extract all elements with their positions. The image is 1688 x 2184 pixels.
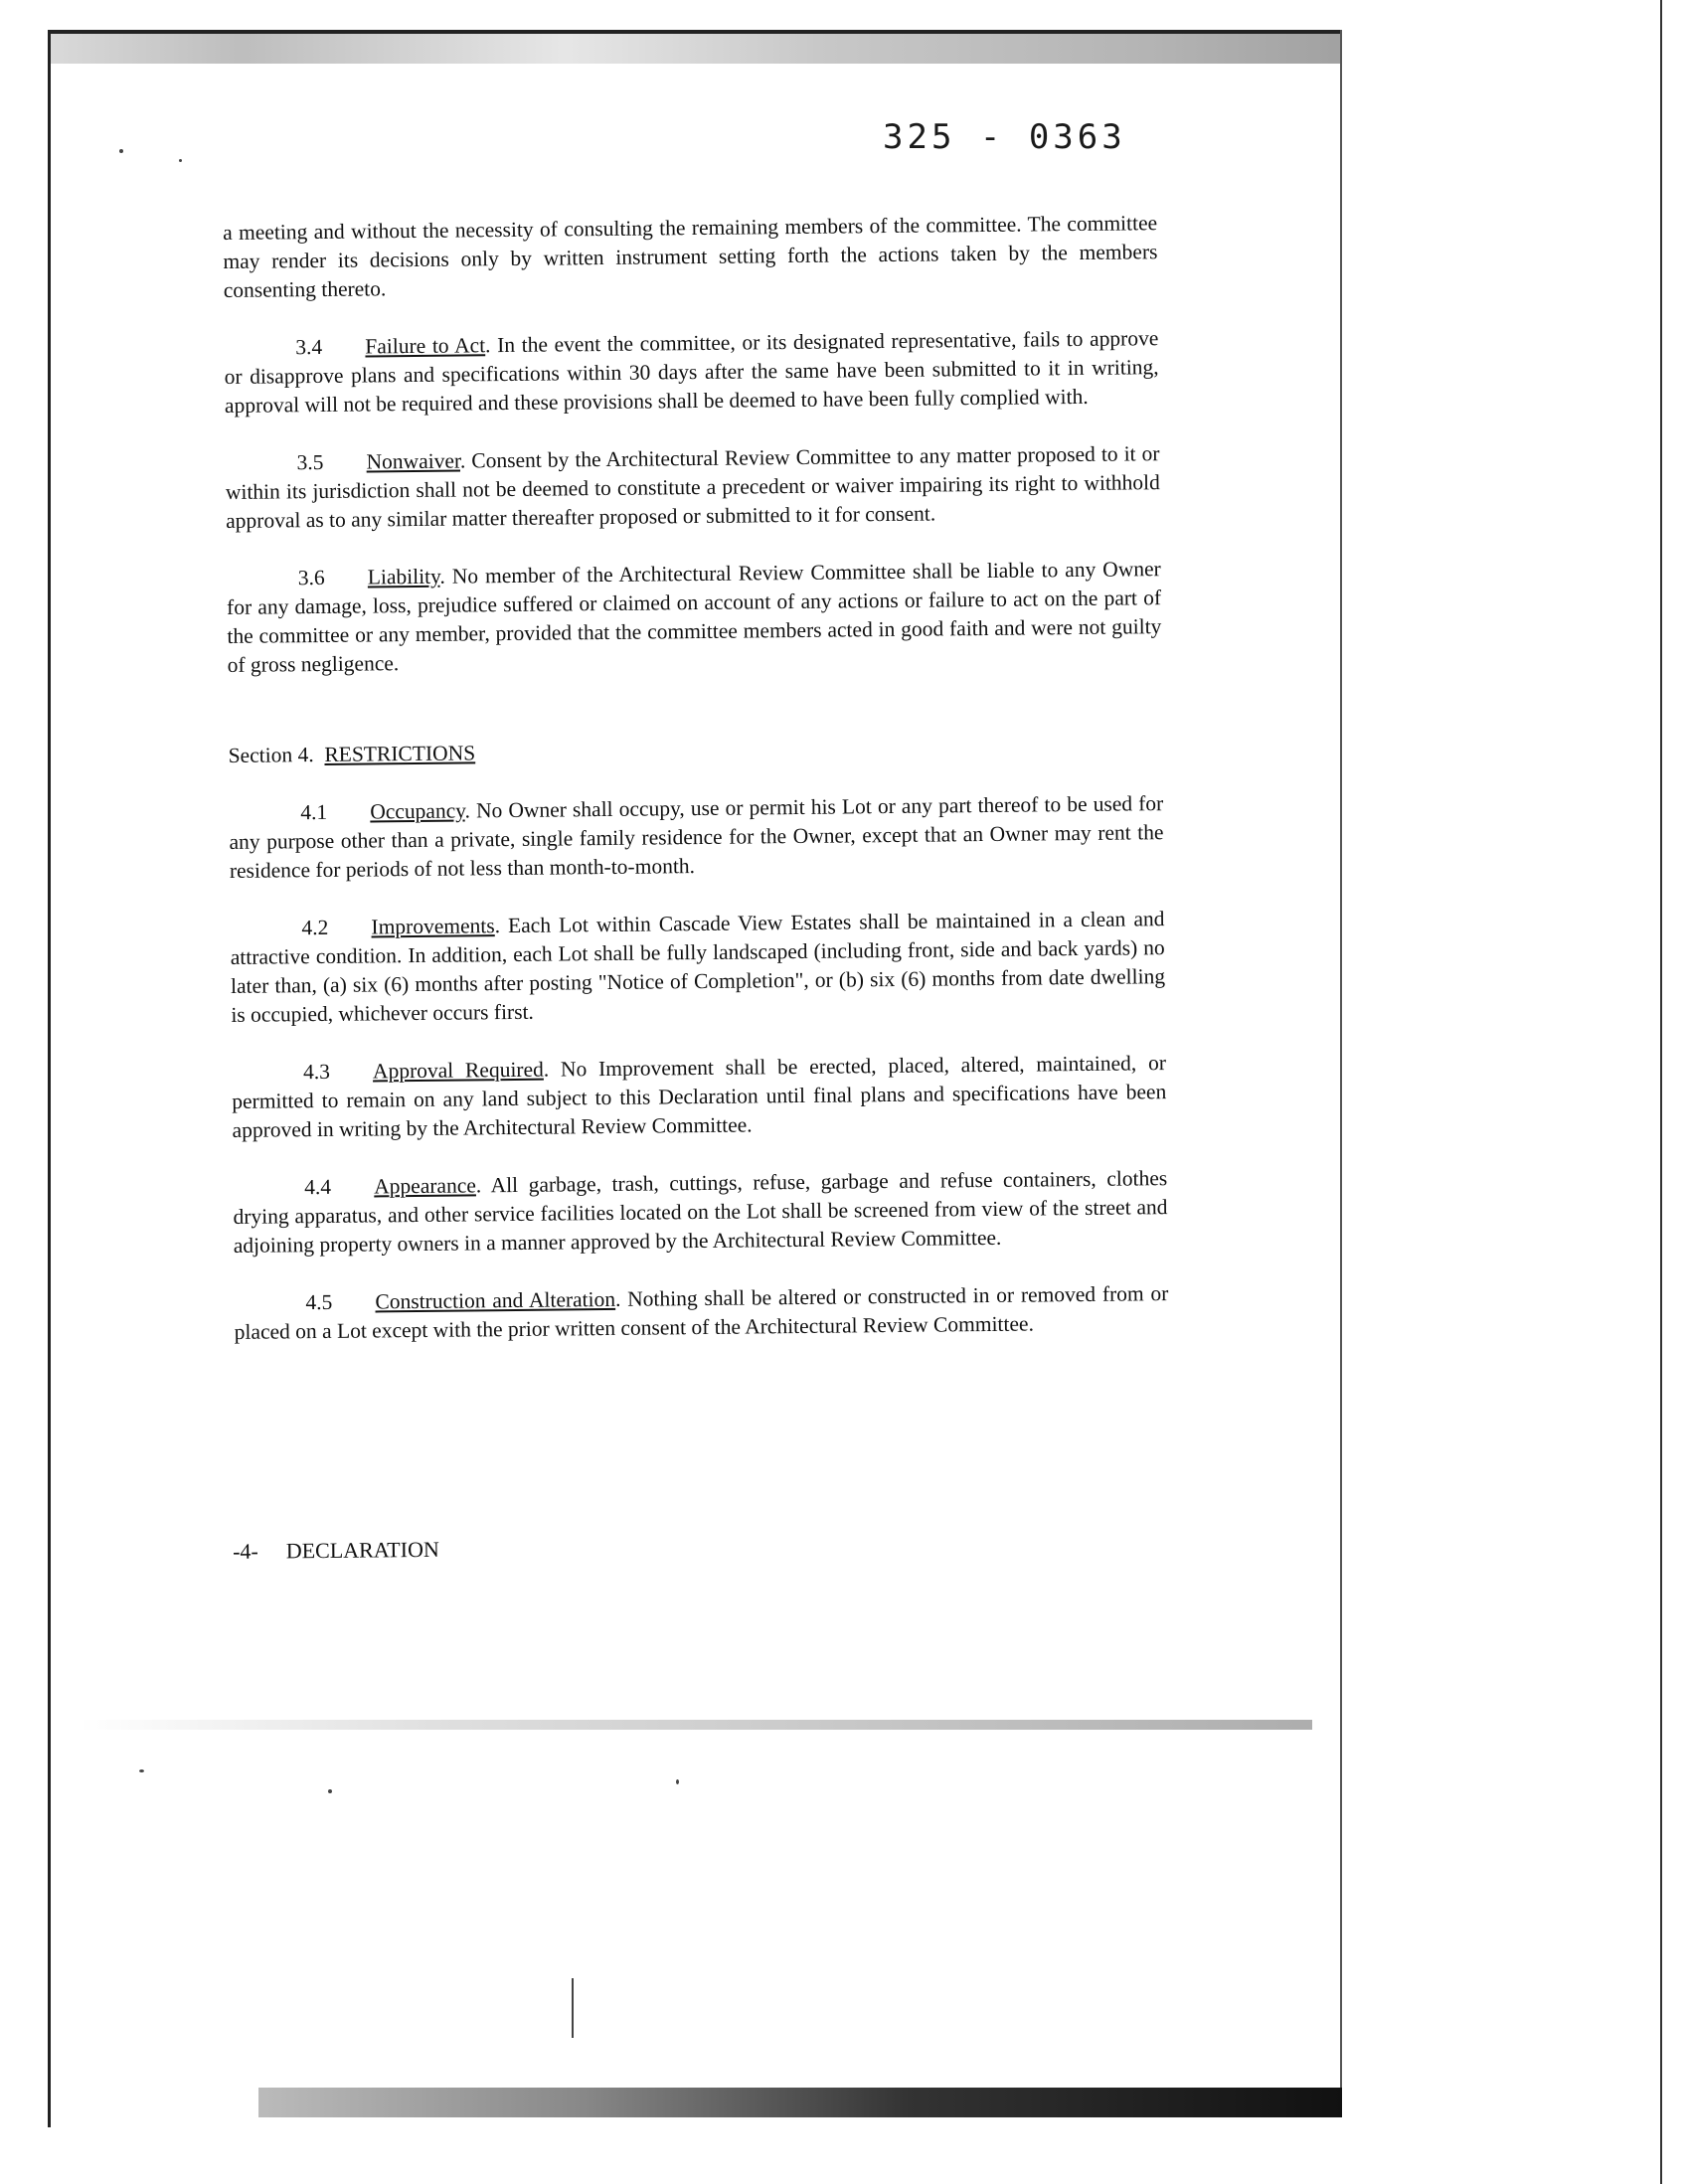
paragraph-4-4 <box>233 1164 1168 1260</box>
scan-fold-line <box>80 1720 1312 1730</box>
scan-speckle <box>139 1769 144 1772</box>
paragraph-text: . No Owner shall occupy, use or permit his Lot or any part thereof to be used for any purpose other than a private, single family residence for the Owner, except that an Owner may rent the residence for periods of not less than month-to-month. <box>229 791 1164 883</box>
document-body <box>223 209 1169 1376</box>
paragraph-number: 3.6 <box>297 565 325 590</box>
paragraph-text: . No member of the Architectural Review Committee shall be liable to any Owner for any damage, loss, prejudice suffered or claimed on account of any actions or failure to act on the part of the committee or any member, provided that the committee members acted in good faith and were not guilty of gross negligence. <box>226 557 1162 677</box>
paragraph-text: . No Improvement shall be erected, placed, altered, maintained, or permitted to remain on any land subject to this Declaration until final plans and specifications have been approved in writing by the Architectural Review Committee. <box>232 1051 1167 1142</box>
paragraph-heading: Improvements <box>371 914 495 939</box>
paragraph-heading: Construction and Alteration <box>375 1286 616 1314</box>
footer-page-number: -4- <box>233 1538 258 1564</box>
scan-speckle <box>119 149 123 153</box>
paragraph-number: 4.5 <box>305 1289 333 1315</box>
section-title: RESTRICTIONS <box>324 741 476 766</box>
scan-speckle <box>179 159 182 162</box>
paragraph-number: 3.5 <box>296 449 324 475</box>
section-4-heading <box>229 732 1163 770</box>
paragraph-number: 4.3 <box>302 1059 330 1085</box>
scan-speckle <box>572 1978 574 2038</box>
page-footer <box>233 1537 439 1565</box>
paragraph-heading: Liability <box>367 564 440 589</box>
paragraph-4-1 <box>229 789 1164 886</box>
paragraph-4-3 <box>232 1049 1167 1145</box>
scan-speckle <box>328 1789 332 1793</box>
paragraph-heading: Occupancy <box>370 798 465 824</box>
paragraph-text: . In the event the committee, or its designated representative, fails to approve or disapprove plans and specifications within 30 days after the same have been submitted to it in writing, approval will not be required and these provisions shall be deemed to have been fully complied with. <box>224 326 1159 418</box>
paragraph-number: 4.2 <box>301 915 329 940</box>
paragraph-4-2 <box>230 905 1165 1030</box>
paragraph-number: 3.4 <box>295 334 323 360</box>
paragraph-text: . Consent by the Architectural Review Committee to any matter proposed to it or within its jurisdiction shall not be deemed to constitute a precedent or waiver impairing its right to withhold approval as to any similar matter thereafter proposed or submitted to it for consent. <box>225 441 1160 533</box>
paragraph-number: 4.4 <box>304 1174 332 1200</box>
scan-right-edge <box>1340 30 1342 2107</box>
footer-title: DECLARATION <box>285 1536 439 1564</box>
paragraph-3-6 <box>227 555 1162 680</box>
scan-right-rule <box>1660 0 1662 2184</box>
paragraph-text: . Nothing shall be altered or constructed in or removed from or placed on a Lot except with the prior written consent of the Architectural Review Committee. <box>234 1281 1169 1344</box>
paragraph-number: 4.1 <box>300 799 328 825</box>
paragraph-3-5 <box>225 439 1160 536</box>
scan-bottom-edge <box>258 2088 1342 2117</box>
paragraph-text: . All garbage, trash, cuttings, refuse, garbage and refuse containers, clothes drying apparatus, and other service facilities located on the Lot shall be screened from view of the street and adjoining property owners in a manner approved by the Architectural Review Committee. <box>233 1166 1168 1258</box>
continuation-paragraph: a meeting and without the necessity of consulting the remaining members of the committee. The committee may render its decisions only by written instrument setting forth the actions taken by the members consenting thereto. <box>223 211 1158 302</box>
paragraph-heading: Failure to Act <box>365 333 486 359</box>
section-label: Section 4. <box>228 743 314 767</box>
paragraph-heading: Approval Required <box>372 1057 544 1084</box>
paragraph-heading: Nonwaiver <box>366 448 461 474</box>
paragraph-heading: Appearance <box>374 1173 476 1199</box>
paragraph-text: . Each Lot within Cascade View Estates shall be maintained in a clean and attractive condition. In addition, each Lot shall be fully landscaped (including front, side and back yards) no later than, (a) six (6) months after posting "Notice of Completion", or (b) six (6) months from date dwelling is occupied, whichever occurs first. <box>230 907 1166 1027</box>
scan-speckle <box>676 1779 679 1784</box>
paragraph-4-5 <box>234 1279 1169 1347</box>
document-number: 325 - 0363 <box>883 117 1126 157</box>
paragraph-3-4 <box>224 324 1159 420</box>
